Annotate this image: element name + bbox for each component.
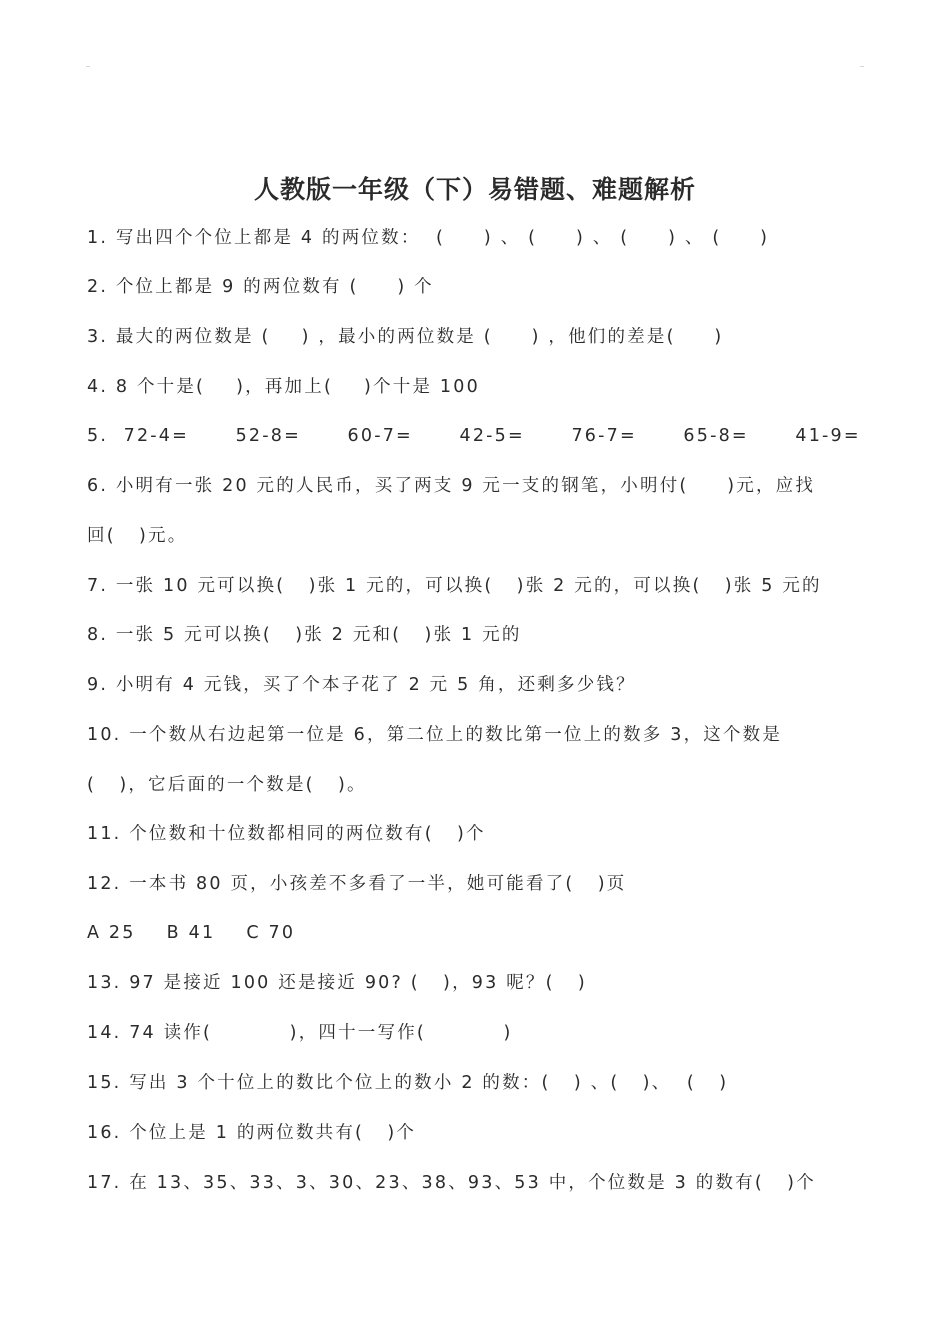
question-9: 9. 小明有 4 元钱，买了个本子花了 2 元 5 角，还剩多少钱？ [87,675,636,695]
question-6: 6. 小明有一张 20 元的人民币，买了两支 9 元一支的钢笔，小明付( )元，应找 [87,476,816,496]
question-14: 14. 74 读作( )，四十一写作( ) [87,1023,513,1043]
question-8: 8. 一张 5 元可以换( )张 2 元和( )张 1 元的 [87,625,522,645]
page-title: 人教版一年级（下）易错题、难题解析 [253,175,696,204]
question-1: 1. 写出四个个位上都是 4 的两位数： ( ) 、 ( ) 、 ( ) 、 ( ) [87,228,770,248]
question-16: 16. 个位上是 1 的两位数共有( )个 [87,1123,417,1143]
question-12-options: A 25 B 41 C 70 [87,923,296,943]
corner-crop-mark-left [86,66,90,67]
question-3: 3. 最大的两位数是 ( ) ，最小的两位数是 ( ) ，他们的差是( ) [87,327,724,347]
question-5: 5. 72-4= 52-8= 60-7= 42-5= 76-7= 65-8= 41-9= [87,426,861,446]
question-13: 13. 97 是接近 100 还是接近 90? ( )，93 呢？( ) [87,973,587,993]
question-10-continued: ( )，它后面的一个数是( )。 [87,775,367,795]
question-6-continued: 回( )元。 [87,526,188,546]
corner-crop-mark-right [860,66,864,67]
question-7: 7. 一张 10 元可以换( )张 1 元的，可以换( )张 2 元的，可以换( )张 5 元的 [87,576,822,596]
question-10: 10. 一个数从右边起第一位是 6，第二位上的数比第一位上的数多 3，这个数是 [87,725,783,745]
question-12: 12. 一本书 80 页，小孩差不多看了一半，她可能看了( )页 [87,874,627,894]
question-2: 2. 个位上都是 9 的两位数有 ( ) 个 [87,277,434,297]
question-4: 4. 8 个十是( )，再加上( )个十是 100 [87,377,480,397]
question-15: 15. 写出 3 个十位上的数比个位上的数小 2 的数：( ) 、( )、 ( ) [87,1073,729,1093]
question-11: 11. 个位数和十位数都相同的两位数有( )个 [87,824,486,844]
question-17: 17. 在 13、35、33、3、30、23、38、93、53 中，个位数是 3 的数有( )个 [87,1173,816,1193]
